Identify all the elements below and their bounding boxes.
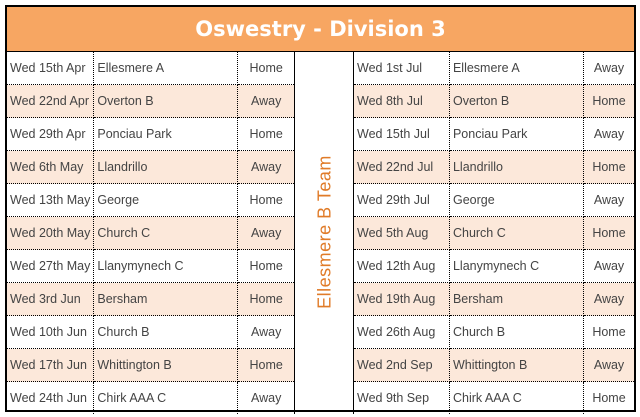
fixture-venue: Home (238, 184, 295, 217)
fixture-row (354, 349, 635, 382)
fixture-opponent: Whittington B (94, 349, 238, 382)
division-title: Oswestry - Division 3 (7, 7, 634, 52)
fixtures-sheet (5, 5, 636, 412)
fixture-row (354, 316, 635, 349)
fixture-venue: Away (584, 118, 634, 151)
first-half-fixtures-table (7, 52, 295, 414)
fixture-opponent: Church B (449, 316, 583, 349)
fixture-venue: Away (584, 52, 634, 85)
fixture-opponent: Overton B (94, 85, 238, 118)
fixture-opponent: Church C (94, 217, 238, 250)
fixture-opponent: Church C (449, 217, 583, 250)
fixture-row (354, 184, 635, 217)
fixture-row (354, 382, 635, 415)
fixture-date: Wed 15th Jul (354, 118, 450, 151)
fixture-opponent: Chirk AAA C (449, 382, 583, 415)
fixture-venue: Home (584, 217, 634, 250)
fixture-row (354, 85, 635, 118)
fixture-opponent: Church B (94, 316, 238, 349)
fixture-venue: Home (584, 151, 634, 184)
fixture-row (7, 85, 295, 118)
fixture-venue: Away (584, 349, 634, 382)
fixture-date: Wed 17th Jun (7, 349, 94, 382)
fixture-row (354, 283, 635, 316)
fixture-date: Wed 6th May (7, 151, 94, 184)
fixture-row (354, 217, 635, 250)
fixture-row (354, 250, 635, 283)
fixture-opponent: Ellesmere A (94, 52, 238, 85)
fixture-date: Wed 10th Jun (7, 316, 94, 349)
fixture-date: Wed 9th Sep (354, 382, 450, 415)
fixture-opponent: Chirk AAA C (94, 382, 238, 415)
fixture-opponent: Llandrillo (449, 151, 583, 184)
fixture-venue: Home (238, 52, 295, 85)
fixture-date: Wed 20th May (7, 217, 94, 250)
fixture-date: Wed 2nd Sep (354, 349, 450, 382)
fixture-date: Wed 26th Aug (354, 316, 450, 349)
fixture-row (7, 283, 295, 316)
fixture-venue: Home (238, 283, 295, 316)
fixture-opponent: Overton B (449, 85, 583, 118)
fixture-row (7, 382, 295, 415)
fixture-row (7, 151, 295, 184)
fixture-venue: Away (238, 217, 295, 250)
fixture-row (7, 250, 295, 283)
fixture-row (354, 151, 635, 184)
fixture-venue: Home (238, 349, 295, 382)
fixture-row (354, 52, 635, 85)
fixture-opponent: Ponciau Park (94, 118, 238, 151)
fixture-venue: Away (238, 316, 295, 349)
fixture-opponent: Ponciau Park (449, 118, 583, 151)
fixture-date: Wed 29th Apr (7, 118, 94, 151)
fixture-date: Wed 8th Jul (354, 85, 450, 118)
fixture-row (354, 118, 635, 151)
fixture-date: Wed 19th Aug (354, 283, 450, 316)
fixture-opponent: Llanymynech C (94, 250, 238, 283)
fixture-row (7, 217, 295, 250)
team-label: Ellesmere B Team (314, 155, 334, 309)
fixture-date: Wed 15th Apr (7, 52, 94, 85)
fixture-opponent: Whittington B (449, 349, 583, 382)
fixture-venue: Home (584, 85, 634, 118)
fixture-date: Wed 22nd Jul (354, 151, 450, 184)
fixture-date: Wed 29th Jul (354, 184, 450, 217)
fixture-venue: Home (584, 316, 634, 349)
fixture-opponent: Llandrillo (94, 151, 238, 184)
fixture-venue: Away (584, 250, 634, 283)
fixture-row (7, 316, 295, 349)
fixture-venue: Home (592, 391, 626, 405)
fixture-opponent: Bersham (449, 283, 583, 316)
fixture-venue: Home (238, 118, 295, 151)
fixture-row (7, 118, 295, 151)
fixture-date: Wed 3rd Jun (7, 283, 94, 316)
fixture-row (7, 184, 295, 217)
fixture-opponent: George (449, 184, 583, 217)
fixture-date: Wed 24th Jun (7, 382, 94, 415)
fixture-date: Wed 1st Jul (354, 52, 450, 85)
fixture-date: Wed 13th May (7, 184, 94, 217)
fixture-date: Wed 5th Aug (354, 217, 450, 250)
fixture-opponent: Ellesmere A (449, 52, 583, 85)
fixture-venue: Away (584, 184, 634, 217)
fixture-opponent: George (94, 184, 238, 217)
fixture-venue: Home (238, 250, 295, 283)
fixture-row (7, 349, 295, 382)
second-half-fixtures-table (353, 52, 634, 414)
fixture-venue: Away (584, 283, 634, 316)
fixture-opponent: Bersham (94, 283, 238, 316)
fixture-venue: Away (238, 151, 295, 184)
fixture-date: Wed 22nd Apr (7, 85, 94, 118)
team-label-column (296, 52, 353, 412)
fixture-row (7, 52, 295, 85)
fixture-date: Wed 27th May (7, 250, 94, 283)
fixture-venue: Away (238, 85, 295, 118)
fixture-venue: Away (250, 391, 282, 405)
fixture-date: Wed 12th Aug (354, 250, 450, 283)
fixture-opponent: Llanymynech C (449, 250, 583, 283)
